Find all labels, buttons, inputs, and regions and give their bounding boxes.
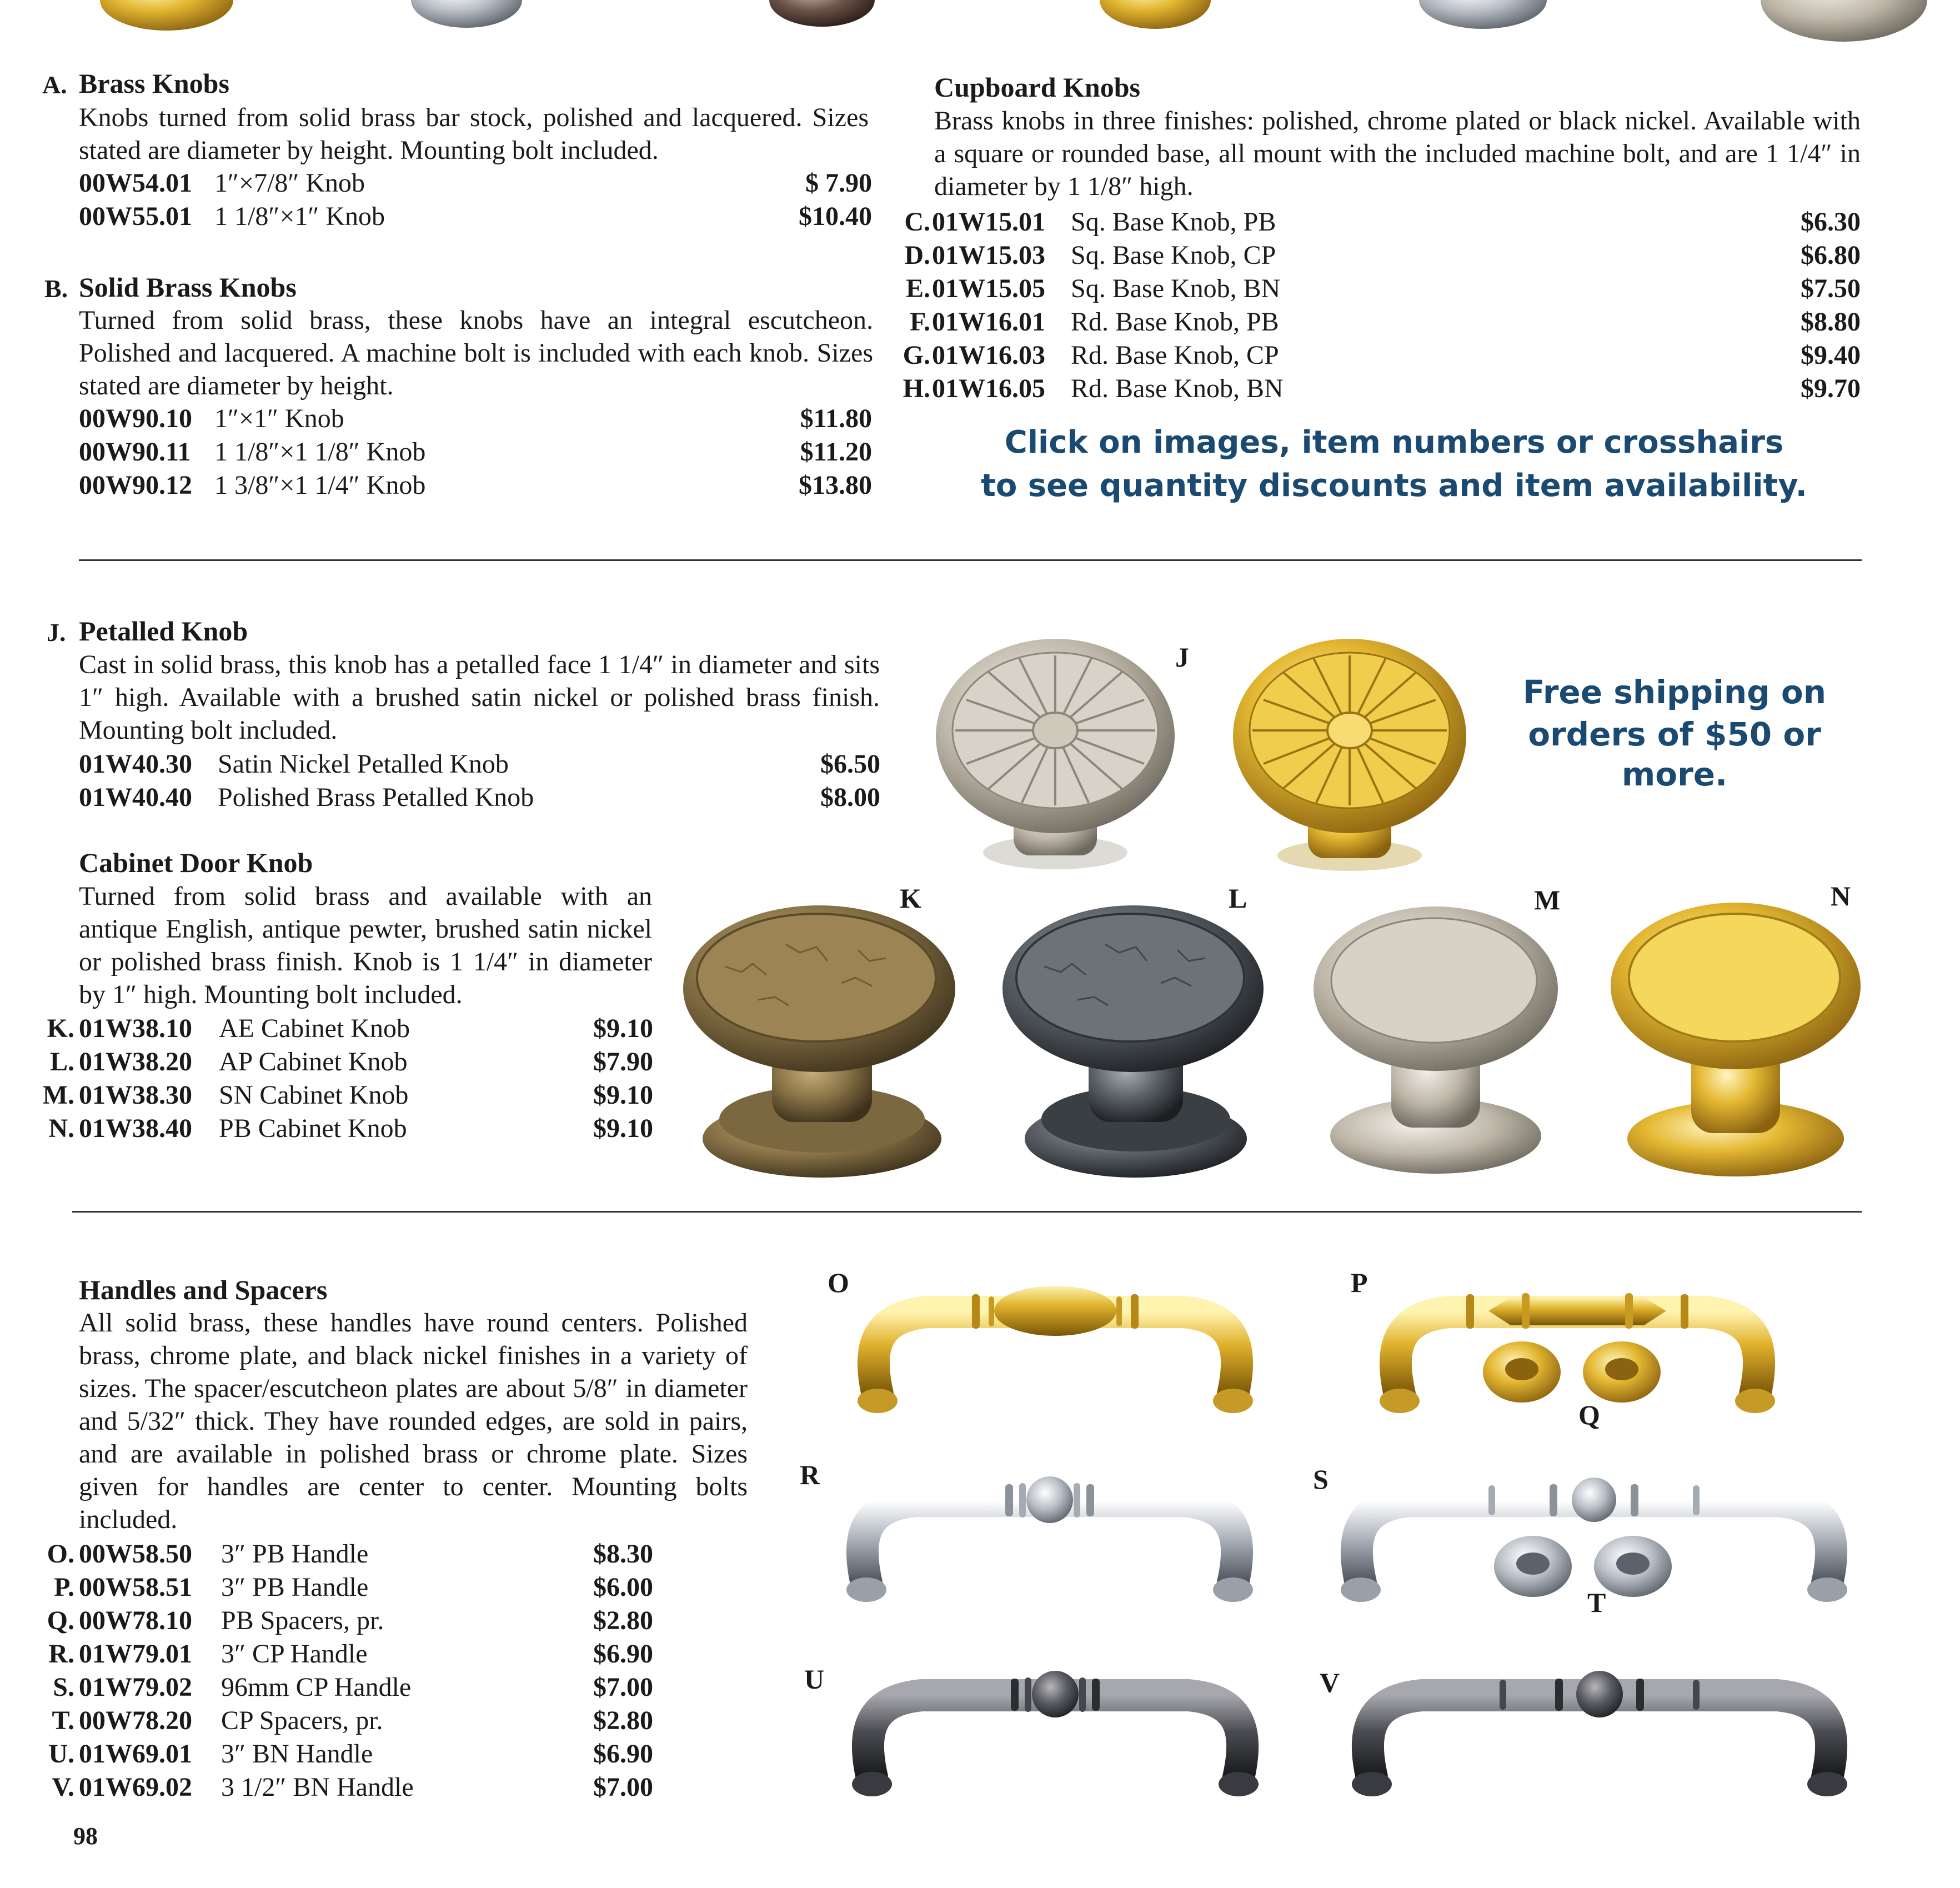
spacers-t-photo[interactable] bbox=[1488, 1533, 1677, 1600]
item-row[interactable] bbox=[0, 1737, 653, 1770]
item-number[interactable]: 01W69.01 bbox=[79, 1739, 192, 1769]
item-letter: T. bbox=[52, 1706, 74, 1735]
promo-shipping-line-1[interactable]: Free shipping on bbox=[1522, 673, 1827, 711]
item-letter: O. bbox=[47, 1539, 74, 1569]
item-number[interactable]: 01W38.20 bbox=[79, 1047, 192, 1076]
top-knob-photo-strip[interactable] bbox=[0, 0, 1960, 33]
knob-photo-b bbox=[769, 0, 875, 27]
handle-u-photo[interactable] bbox=[833, 1661, 1277, 1805]
knob-photo-e bbox=[1761, 0, 1927, 42]
item-description: Rd. Base Knob, PB bbox=[1071, 307, 1279, 337]
item-number[interactable]: 01W15.01 bbox=[932, 207, 1045, 237]
item-number[interactable]: 00W55.01 bbox=[79, 202, 192, 231]
petalled-knob-description: Cast in solid brass, this knob has a petalled face 1 1/4″ in diameter and sits 1″ high. Available with a brushed satin nickel or polished brass finish. Mounting bolt included. bbox=[79, 650, 880, 745]
photo-label-m: M bbox=[1534, 884, 1561, 915]
knob-photo-a bbox=[100, 0, 233, 31]
item-description: 1 1/8″×1″ Knob bbox=[214, 202, 385, 231]
item-row[interactable] bbox=[0, 1538, 653, 1570]
cabinet-knob-k-photo[interactable] bbox=[675, 900, 964, 1189]
petalled-knob-title: Petalled Knob bbox=[79, 615, 248, 647]
item-number[interactable]: 01W79.01 bbox=[79, 1639, 192, 1669]
item-price: $6.90 bbox=[593, 1739, 653, 1769]
handle-r-photo[interactable] bbox=[828, 1466, 1272, 1611]
item-row[interactable] bbox=[889, 272, 1861, 305]
item-description: 1″×1″ Knob bbox=[214, 404, 344, 433]
item-number[interactable]: 00W58.50 bbox=[79, 1539, 192, 1569]
item-row[interactable] bbox=[889, 306, 1861, 338]
section-divider bbox=[79, 559, 1862, 561]
item-description: 96mm CP Handle bbox=[221, 1672, 412, 1702]
item-description: CP Spacers, pr. bbox=[221, 1706, 383, 1735]
item-description: AP Cabinet Knob bbox=[219, 1047, 408, 1076]
page-number: 98 bbox=[73, 1822, 98, 1850]
item-price: $6.90 bbox=[593, 1639, 653, 1669]
item-row[interactable] bbox=[889, 206, 1861, 238]
cupboard-knobs-description: Brass knobs in three finishes: polished, chrome plated or black nickel. Available with a square or rounded base, all mount with the included machine bolt, and are 1 1/4″ in diameter by 1 1/8″ high. bbox=[934, 106, 1861, 201]
item-row[interactable] bbox=[0, 748, 880, 780]
brass-knobs-description: Knobs turned from solid brass bar stock, polished and lacquered. Sizes stated are diameter by height. Mounting bolt included. bbox=[79, 103, 869, 165]
item-price: $10.40 bbox=[799, 202, 872, 231]
item-row[interactable] bbox=[0, 1571, 653, 1604]
item-price: $7.00 bbox=[593, 1672, 653, 1702]
promo-click-line-1[interactable]: Click on images, item numbers or crosshairs bbox=[1004, 424, 1784, 460]
item-letter: R. bbox=[48, 1639, 74, 1669]
item-description: PB Cabinet Knob bbox=[219, 1114, 407, 1143]
item-number[interactable]: 01W69.02 bbox=[79, 1772, 192, 1802]
handle-o-photo[interactable] bbox=[833, 1278, 1277, 1422]
item-letter: U. bbox=[48, 1739, 74, 1769]
item-description: 3″ PB Handle bbox=[221, 1539, 369, 1569]
section-divider bbox=[72, 1211, 1862, 1213]
cupboard-knobs-title: Cupboard Knobs bbox=[934, 72, 1140, 103]
knob-photo-d bbox=[1419, 0, 1547, 29]
item-number[interactable]: 00W54.01 bbox=[79, 168, 192, 198]
item-row[interactable] bbox=[0, 1704, 653, 1737]
item-letter: G. bbox=[903, 340, 930, 370]
item-price: $9.10 bbox=[593, 1080, 653, 1110]
photo-label-o: O bbox=[828, 1267, 849, 1298]
item-description: Sq. Base Knob, PB bbox=[1071, 207, 1276, 237]
item-price: $9.10 bbox=[593, 1014, 653, 1043]
item-row[interactable] bbox=[0, 1079, 653, 1111]
item-description: 3″ PB Handle bbox=[221, 1573, 369, 1602]
item-price: $6.00 bbox=[593, 1573, 653, 1602]
petalled-knob-letter: J. bbox=[47, 618, 66, 647]
item-description: 3 1/2″ BN Handle bbox=[221, 1772, 414, 1802]
item-row[interactable] bbox=[0, 402, 872, 435]
knob-photo-c bbox=[1100, 0, 1211, 29]
item-number[interactable]: 01W40.30 bbox=[79, 749, 192, 779]
item-letter: K. bbox=[47, 1014, 74, 1043]
item-price: $7.90 bbox=[593, 1047, 653, 1076]
item-description: Polished Brass Petalled Knob bbox=[218, 783, 534, 812]
item-number[interactable]: 01W15.05 bbox=[932, 274, 1045, 303]
item-price: $6.30 bbox=[1801, 207, 1861, 237]
item-number[interactable]: 00W90.11 bbox=[79, 437, 191, 467]
item-number[interactable]: 01W16.03 bbox=[932, 340, 1045, 370]
spacers-q-photo[interactable] bbox=[1477, 1339, 1666, 1405]
item-letter: Q. bbox=[47, 1606, 74, 1635]
item-letter: S. bbox=[53, 1672, 74, 1702]
cabinet-door-knob-description: Turned from solid brass and available with an antique English, antique pewter, brushed satin nickel or polished brass finish. Knob is 1 1/4″ in diameter by 1″ high. Mounting bolt included. bbox=[79, 882, 652, 1009]
photo-label-r: R bbox=[800, 1459, 820, 1490]
photo-label-p: P bbox=[1351, 1267, 1368, 1298]
item-row[interactable] bbox=[0, 1012, 653, 1045]
item-price: $2.80 bbox=[593, 1606, 653, 1635]
item-row[interactable] bbox=[0, 1112, 653, 1145]
item-description: 1 1/8″×1 1/8″ Knob bbox=[214, 437, 426, 467]
item-number[interactable]: 00W90.10 bbox=[79, 404, 192, 433]
photo-label-s: S bbox=[1313, 1464, 1329, 1495]
item-row[interactable] bbox=[0, 1637, 653, 1670]
solid-brass-knobs-description: Turned from solid brass, these knobs have an integral escutcheon. Polished and lacquered. A machine bolt is included with each knob. Sizes stated are diameter by height. bbox=[79, 306, 873, 400]
item-letter: N. bbox=[48, 1114, 74, 1143]
item-letter: E. bbox=[905, 274, 930, 303]
item-number[interactable]: 01W38.30 bbox=[79, 1080, 192, 1110]
item-row[interactable] bbox=[889, 372, 1861, 405]
item-price: $11.20 bbox=[800, 437, 872, 467]
item-price: $7.50 bbox=[1801, 274, 1861, 303]
item-letter: C. bbox=[904, 207, 930, 237]
item-row[interactable] bbox=[889, 339, 1861, 372]
item-description: Satin Nickel Petalled Knob bbox=[218, 749, 509, 779]
item-description: Sq. Base Knob, BN bbox=[1071, 274, 1281, 303]
promo-click-line-2[interactable]: to see quantity discounts and item availability. bbox=[981, 468, 1807, 504]
item-letter: F. bbox=[910, 307, 930, 337]
photo-label-l: L bbox=[1229, 883, 1247, 914]
item-description: 1 3/8″×1 1/4″ Knob bbox=[214, 470, 426, 500]
item-description: 3″ BN Handle bbox=[221, 1739, 373, 1769]
brass-knobs-title: Brass Knobs bbox=[79, 68, 229, 99]
item-description: Sq. Base Knob, CP bbox=[1071, 241, 1276, 270]
item-number[interactable]: 00W78.10 bbox=[79, 1606, 192, 1635]
item-number[interactable]: 01W16.05 bbox=[932, 374, 1045, 403]
item-row[interactable] bbox=[0, 167, 872, 199]
petalled-knob-photo[interactable] bbox=[922, 639, 1466, 872]
item-letter: V. bbox=[52, 1772, 74, 1802]
item-row[interactable] bbox=[889, 239, 1861, 272]
handles-spacers-title: Handles and Spacers bbox=[79, 1274, 328, 1305]
item-price: $8.30 bbox=[593, 1539, 653, 1569]
handles-spacers-description: All solid brass, these handles have round centers. Polished brass, chrome plate, and black nickel finishes in a variety of sizes. The spacer/escutcheon plates are about 5/8″ in diameter and 5/32″ thick. They have rounded edges, are sold in pairs, and are available in polished brass or chrome plate. Sizes given for handles are center to center. Mounting bolts included. bbox=[79, 1308, 748, 1534]
brass-knobs-letter: A. bbox=[42, 71, 67, 99]
item-row[interactable] bbox=[0, 1604, 653, 1637]
item-price: $ 7.90 bbox=[805, 168, 872, 198]
item-price: $6.50 bbox=[820, 749, 880, 779]
item-number[interactable]: 01W15.03 bbox=[932, 241, 1045, 270]
item-row[interactable] bbox=[0, 1671, 653, 1704]
cabinet-door-knob-title: Cabinet Door Knob bbox=[79, 847, 313, 878]
item-number[interactable]: 01W38.40 bbox=[79, 1114, 192, 1143]
promo-shipping-line-2[interactable]: orders of $50 or more. bbox=[1528, 715, 1821, 793]
item-description: 1″×7/8″ Knob bbox=[214, 168, 365, 198]
knob-photo-a2 bbox=[411, 0, 522, 28]
item-row[interactable] bbox=[0, 1771, 653, 1804]
item-price: $8.80 bbox=[1801, 307, 1861, 337]
item-number[interactable]: 01W40.40 bbox=[79, 783, 192, 812]
item-description: AE Cabinet Knob bbox=[219, 1014, 410, 1043]
item-description: 3″ CP Handle bbox=[221, 1639, 368, 1669]
handle-v-photo[interactable] bbox=[1333, 1661, 1866, 1805]
item-number[interactable]: 00W58.51 bbox=[79, 1573, 192, 1602]
item-number[interactable]: 01W16.01 bbox=[932, 307, 1045, 337]
item-price: $9.40 bbox=[1801, 340, 1861, 370]
item-letter: M. bbox=[42, 1080, 74, 1110]
photo-label-v: V bbox=[1320, 1667, 1340, 1698]
item-price: $11.80 bbox=[800, 404, 872, 433]
item-price: $9.10 bbox=[593, 1114, 653, 1143]
solid-brass-knobs-letter: B. bbox=[44, 274, 68, 303]
item-price: $8.00 bbox=[820, 783, 880, 812]
item-number[interactable]: 01W79.02 bbox=[79, 1672, 192, 1702]
solid-brass-knobs-title: Solid Brass Knobs bbox=[79, 272, 297, 303]
item-price: $13.80 bbox=[799, 470, 872, 500]
item-row[interactable] bbox=[0, 781, 880, 814]
item-row[interactable] bbox=[0, 469, 872, 502]
cabinet-knob-l-photo[interactable] bbox=[1000, 900, 1277, 1189]
item-number[interactable]: 00W90.12 bbox=[79, 470, 192, 500]
photo-label-k: K bbox=[900, 883, 921, 914]
item-price: $6.80 bbox=[1801, 241, 1861, 270]
item-description: SN Cabinet Knob bbox=[219, 1080, 409, 1110]
photo-label-t: T bbox=[1587, 1587, 1606, 1618]
item-letter: L. bbox=[49, 1047, 74, 1076]
item-row[interactable] bbox=[0, 1045, 653, 1078]
item-description: Rd. Base Knob, BN bbox=[1071, 374, 1284, 403]
item-description: Rd. Base Knob, CP bbox=[1071, 340, 1279, 370]
photo-label-q: Q bbox=[1578, 1399, 1600, 1430]
cabinet-knob-n-photo[interactable] bbox=[1608, 894, 1863, 1189]
item-description: PB Spacers, pr. bbox=[221, 1606, 384, 1635]
cabinet-knob-m-photo[interactable] bbox=[1311, 900, 1561, 1189]
item-letter: P. bbox=[54, 1573, 74, 1602]
item-price: $9.70 bbox=[1801, 374, 1861, 403]
item-letter: D. bbox=[904, 241, 930, 270]
item-row[interactable] bbox=[0, 200, 872, 233]
photo-label-n: N bbox=[1831, 880, 1851, 912]
item-letter: H. bbox=[903, 374, 930, 403]
item-price: $2.80 bbox=[593, 1706, 653, 1735]
item-row[interactable] bbox=[0, 435, 872, 468]
item-number[interactable]: 01W38.10 bbox=[79, 1014, 192, 1043]
photo-label-j: J bbox=[1175, 642, 1189, 673]
item-number[interactable]: 00W78.20 bbox=[79, 1706, 192, 1735]
photo-label-u: U bbox=[804, 1664, 825, 1695]
item-price: $7.00 bbox=[593, 1772, 653, 1802]
